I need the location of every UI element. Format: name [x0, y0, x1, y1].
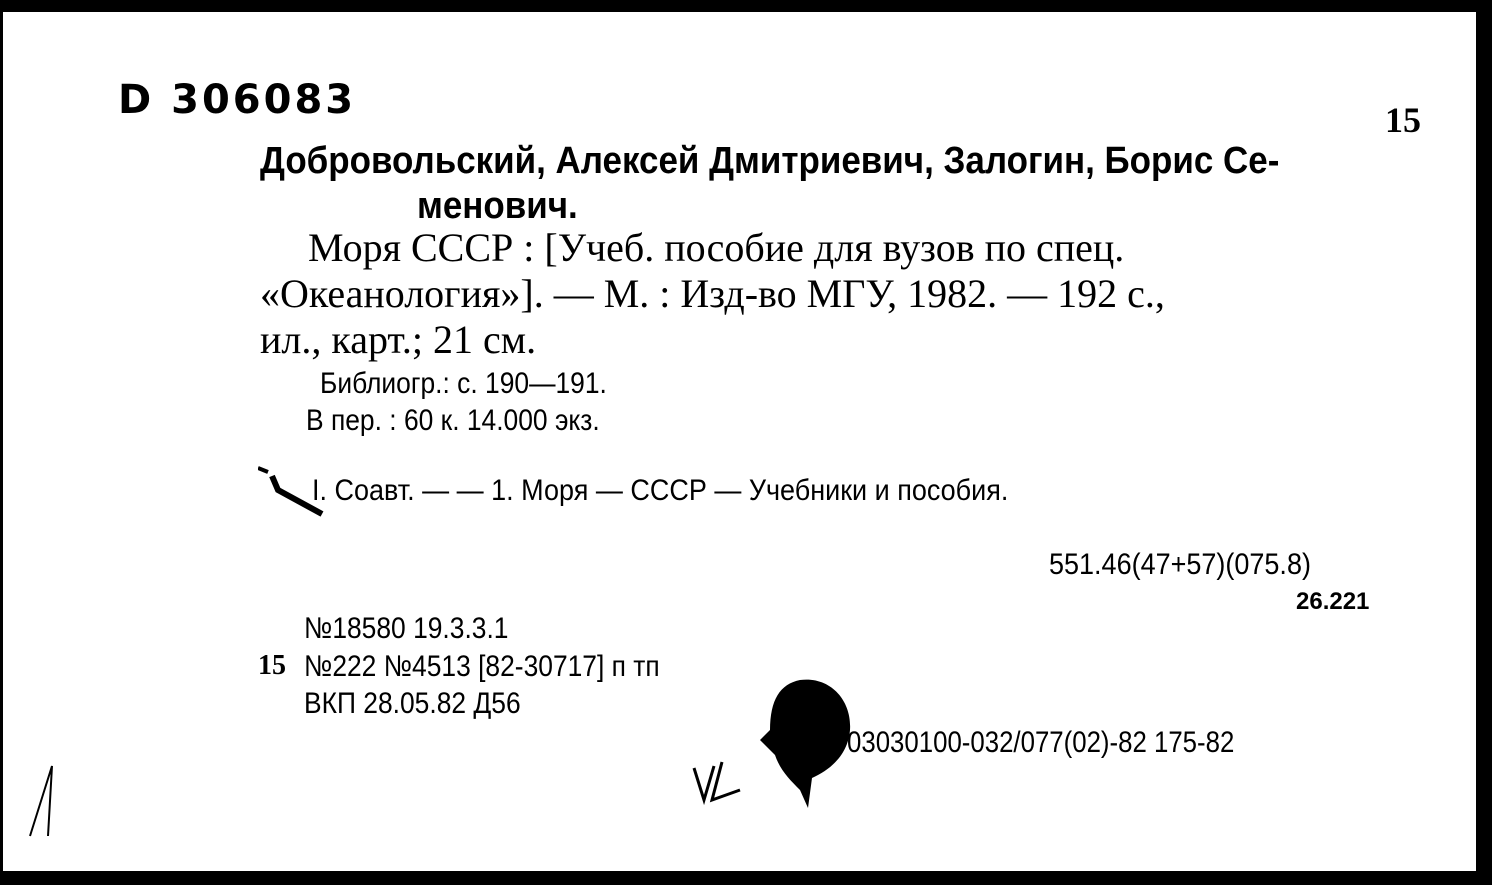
- author-heading-line1: Добровольский, Алексей Дмитриевич, Залогин, Борис Се-: [260, 140, 1280, 182]
- udc-classification: 551.46(47+57)(075.8): [1049, 548, 1311, 581]
- pencil-tick-icon: [258, 460, 328, 520]
- margin-mark-icon: [22, 760, 62, 840]
- tech-line-1: №18580 19.3.3.1: [304, 612, 509, 645]
- index-line: 03030100-032/077(02)-82 175-82: [847, 726, 1235, 759]
- tech-line-3: ВКП 28.05.82 Д56: [304, 687, 521, 720]
- price-note: В пер. : 60 к. 14.000 экз.: [306, 404, 600, 437]
- subject-tracing: I. Соавт. — — 1. Моря — СССР — Учебники и пособия.: [312, 474, 1009, 507]
- author-heading-line2: менович.: [417, 185, 578, 227]
- accession-number: D 306083: [118, 77, 357, 123]
- title-description-line2: «Океанология»]. — М. : Изд-во МГУ, 1982. — 192 с.,: [260, 271, 1165, 316]
- bibliography-note: Библиогр.: с. 190—191.: [320, 367, 607, 400]
- bbk-classification: 26.221: [1296, 588, 1370, 615]
- handwritten-initials-icon: [690, 758, 760, 818]
- tech-line-2-prefix: 15: [258, 650, 286, 681]
- tech-line-2: №222 №4513 [82-30717] п тп: [304, 650, 660, 683]
- title-description-line1: Моря СССР : [Учеб. пособие для вузов по спец.: [308, 225, 1125, 270]
- edge-mark-icon: [1476, 658, 1492, 698]
- title-description-line3: ил., карт.; 21 см.: [260, 317, 537, 362]
- sheet-number: 15: [1385, 100, 1421, 140]
